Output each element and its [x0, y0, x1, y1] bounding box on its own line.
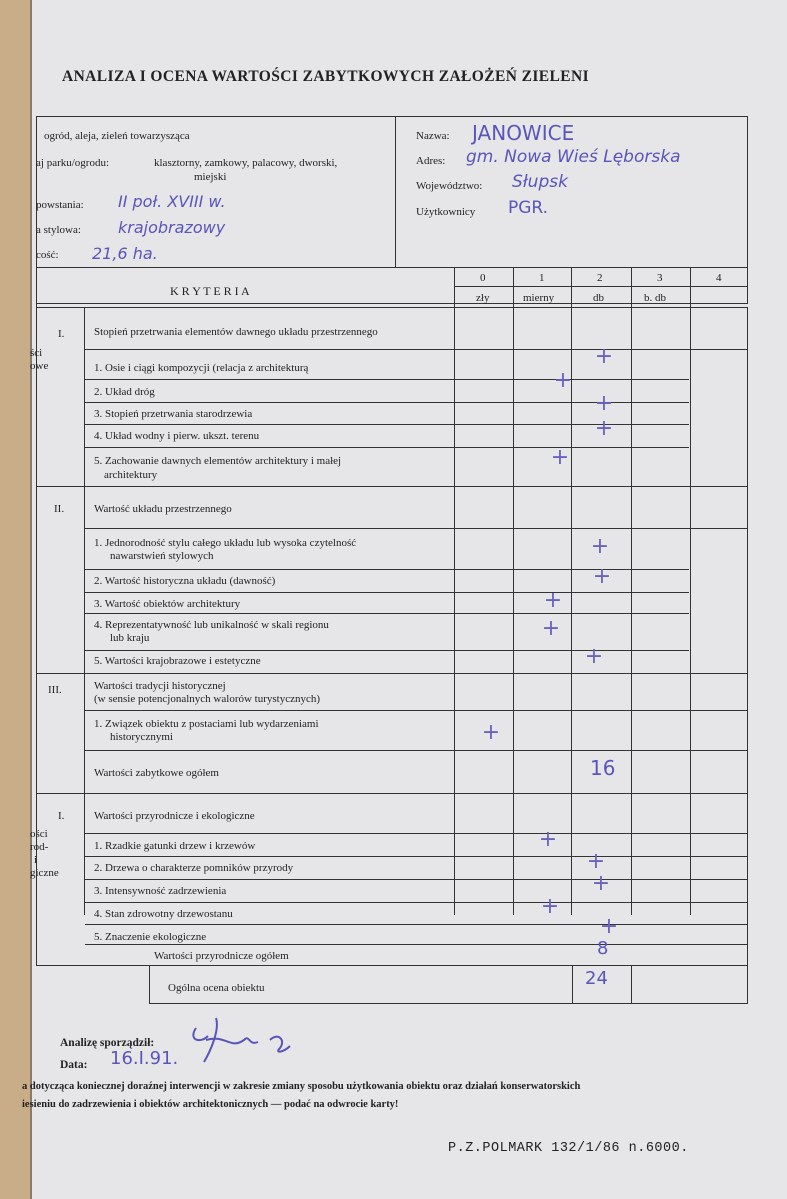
- scale-label-3: b. db: [644, 292, 666, 304]
- nature-section-number: I.: [58, 810, 65, 822]
- nature-left-edge: [36, 793, 37, 965]
- s3-item-1: 1. Związek obiektu z postaciami lub wydarzeniami: [94, 718, 319, 730]
- s3-item-1-cont: historycznymi: [110, 731, 173, 743]
- rating-mark-s2-5: +: [584, 644, 604, 669]
- heritage-end-line: [36, 793, 748, 794]
- style-value: krajobrazowy: [118, 218, 226, 237]
- address-value: gm. Nowa Wieś Lęborska: [466, 147, 681, 167]
- table-right-edge: [747, 307, 748, 795]
- row-line: [85, 592, 689, 593]
- s1-end-line: [36, 486, 748, 487]
- date-label: Data:: [60, 1059, 88, 1071]
- scale-num-3: 3: [657, 272, 663, 284]
- scale-label-1: mierny: [523, 292, 555, 304]
- s2-item-4: 4. Reprezentatywność lub unikalność w skali regionu: [94, 619, 329, 631]
- user-value: PGR.: [508, 198, 549, 218]
- margin-text-a2: owe: [30, 360, 49, 372]
- n1-item-4: 4. Stan zdrowotny drzewostanu: [94, 908, 233, 920]
- s1-item-4: 4. Układ wodny i pierw. ukszt. terenu: [94, 430, 260, 442]
- section-2-title: Wartość układu przestrzennego: [94, 503, 232, 515]
- address-label: Adres:: [416, 155, 446, 167]
- rating-mark-s1-2: +: [553, 368, 573, 393]
- rating-mark-s2-4: +: [541, 616, 561, 641]
- scale-num-4: 4: [716, 272, 722, 284]
- margin-text-b3: i: [34, 854, 38, 866]
- park-type-options: klasztorny, zamkowy, palacowy, dworski,: [154, 157, 338, 169]
- nature-right-edge: [747, 793, 748, 965]
- n1-title-line: [85, 833, 747, 834]
- row-line: [85, 879, 747, 880]
- s1-item-3: 3. Stopień przetrwania starodrzewia: [94, 408, 253, 420]
- s1-item-1: 1. Osie i ciągi kompozycji (relacja z architekturą: [94, 362, 309, 374]
- page-title: ANALIZA I OCENA WARTOŚCI ZABYTKOWYCH ZAŁOŻEŃ ZIELENI: [62, 68, 590, 85]
- margin-text-a1: ści: [30, 347, 43, 359]
- margin-text-b2: rod-: [30, 841, 49, 853]
- n1-item-5: 5. Znaczenie ekologiczne: [94, 931, 207, 943]
- analysis-author-label: Analizę sporządził:: [60, 1037, 155, 1049]
- note-line-2: iesieniu do zadrzewienia i obiektów architektonicznych — podać na odwrocie karty!: [22, 1099, 399, 1110]
- row-line: [85, 613, 689, 614]
- s2-item-1-cont: nawarstwień stylowych: [110, 550, 214, 562]
- area-label: cość:: [36, 249, 59, 261]
- user-label: Użytkownicy: [416, 206, 476, 218]
- style-label: a stylowa:: [36, 224, 81, 236]
- row-line: [85, 924, 747, 925]
- section-1-number: I.: [58, 328, 65, 340]
- row-line: [85, 902, 747, 903]
- scale-divider: [455, 286, 747, 287]
- rating-mark-n-5: +: [599, 914, 619, 939]
- overall-value: 24: [585, 968, 608, 989]
- scale-num-1: 1: [539, 272, 545, 284]
- margin-text-b1: ości: [30, 828, 48, 840]
- row-line: [85, 379, 689, 380]
- rating-mark-s2-2: +: [592, 564, 612, 589]
- rating-mark-s3-1: +: [481, 720, 501, 745]
- header-divider: [395, 117, 396, 267]
- origin-label: powstania:: [36, 199, 84, 211]
- s2-item-5: 5. Wartości krajobrazowe i estetyczne: [94, 655, 261, 667]
- section-2-number: II.: [54, 503, 65, 515]
- rating-mark-s2-1: +: [590, 534, 610, 559]
- voivodeship-label: Województwo:: [416, 180, 483, 192]
- s2-item-3: 3. Wartość obiektów architektury: [94, 598, 241, 610]
- section-1-title: Stopień przetrwania elementów dawnego układu przestrzennego: [94, 326, 378, 338]
- heritage-total-value: 16: [590, 756, 616, 780]
- s2-end-line: [36, 673, 748, 674]
- s1-item-5-cont: architektury: [104, 469, 158, 481]
- n1-item-3: 3. Intensywność zadrzewienia: [94, 885, 227, 897]
- row-line: [85, 944, 747, 945]
- name-value: JANOWICE: [472, 121, 575, 145]
- rating-mark-n-3: +: [591, 871, 611, 896]
- rating-mark-n-1: +: [538, 827, 558, 852]
- origin-value: II poł. XVIII w.: [118, 192, 226, 211]
- scale-num-0: 0: [480, 272, 486, 284]
- criteria-header-bottom: [36, 307, 748, 308]
- section-3-number: III.: [48, 684, 62, 696]
- header-bottom-line: [36, 267, 748, 268]
- s2-item-4-cont: lub kraju: [110, 632, 150, 644]
- s3-title-line: [85, 710, 747, 711]
- s3-end-line: [85, 750, 747, 751]
- scale-num-2: 2: [597, 272, 603, 284]
- s1-item-2: 2. Układ dróg: [94, 386, 155, 398]
- s2-item-2: 2. Wartość historyczna układu (dawność): [94, 575, 276, 587]
- rating-mark-n-4: +: [540, 894, 560, 919]
- s2-title-line: [85, 528, 747, 529]
- s1-title-line: [85, 349, 747, 350]
- rating-mark-s1-4: +: [594, 416, 614, 441]
- s1-item-5: 5. Zachowanie dawnych elementów architektury i małej: [94, 455, 342, 467]
- object-type-label: ogród, aleja, zieleń towarzysząca: [44, 130, 190, 142]
- section-3-title: Wartości tradycji historycznej: [94, 680, 226, 692]
- row-line: [85, 856, 747, 857]
- margin-text-b4: giczne: [30, 867, 59, 879]
- area-value: 21,6 ha.: [92, 244, 158, 263]
- criteria-header: K R Y T E R I A: [170, 284, 250, 298]
- n1-item-2: 2. Drzewa o charakterze pomników przyrody: [94, 862, 294, 874]
- section-num-col-line: [84, 307, 85, 915]
- scale-label-0: zły: [476, 292, 490, 304]
- row-line: [85, 447, 689, 448]
- park-type-options-2: miejski: [194, 171, 227, 183]
- scale-label-2: db: [593, 292, 604, 304]
- rating-mark-s2-3: +: [543, 588, 563, 613]
- section-3-subtitle: (w sensie potencjonalnych walorów turystycznych): [94, 693, 321, 705]
- nature-total-value: 8: [597, 938, 609, 959]
- nature-section-title: Wartości przyrodnicze i ekologiczne: [94, 810, 255, 822]
- name-label: Nazwa:: [416, 130, 450, 142]
- overall-divider-1: [572, 965, 573, 1004]
- n1-item-1: 1. Rzadkie gatunki drzew i krzewów: [94, 840, 256, 852]
- voivodeship-value: Słupsk: [512, 172, 568, 192]
- heritage-total-label: Wartości zabytkowe ogółem: [94, 767, 219, 779]
- note-line-1: a dotycząca koniecznej doraźnej interwencji w zakresie zmiany sposobu użytkowania obiektu oraz działań konserwatorskich: [22, 1081, 581, 1092]
- rating-mark-s1-5: +: [550, 445, 570, 470]
- author-signature: [186, 1010, 316, 1065]
- binding-strip: [0, 0, 32, 1199]
- rating-mark-s1-3: +: [594, 391, 614, 416]
- s2-item-1: 1. Jednorodność stylu całego układu lub wysoka czytelność: [94, 537, 357, 549]
- print-code: P.Z.POLMARK 132/1/86 n.6000.: [448, 1141, 689, 1156]
- overall-divider-2: [631, 965, 632, 1004]
- overall-label: Ogólna ocena obiektu: [168, 982, 265, 994]
- nature-total-label: Wartości przyrodnicze ogółem: [154, 950, 289, 962]
- rating-mark-s1-1: +: [594, 344, 614, 369]
- score-col-line-4: [690, 268, 691, 915]
- date-value: 16.I.91.: [110, 1048, 179, 1069]
- rating-mark-n-2: +: [586, 849, 606, 874]
- park-type-label: aj parku/ogrodu:: [36, 157, 110, 169]
